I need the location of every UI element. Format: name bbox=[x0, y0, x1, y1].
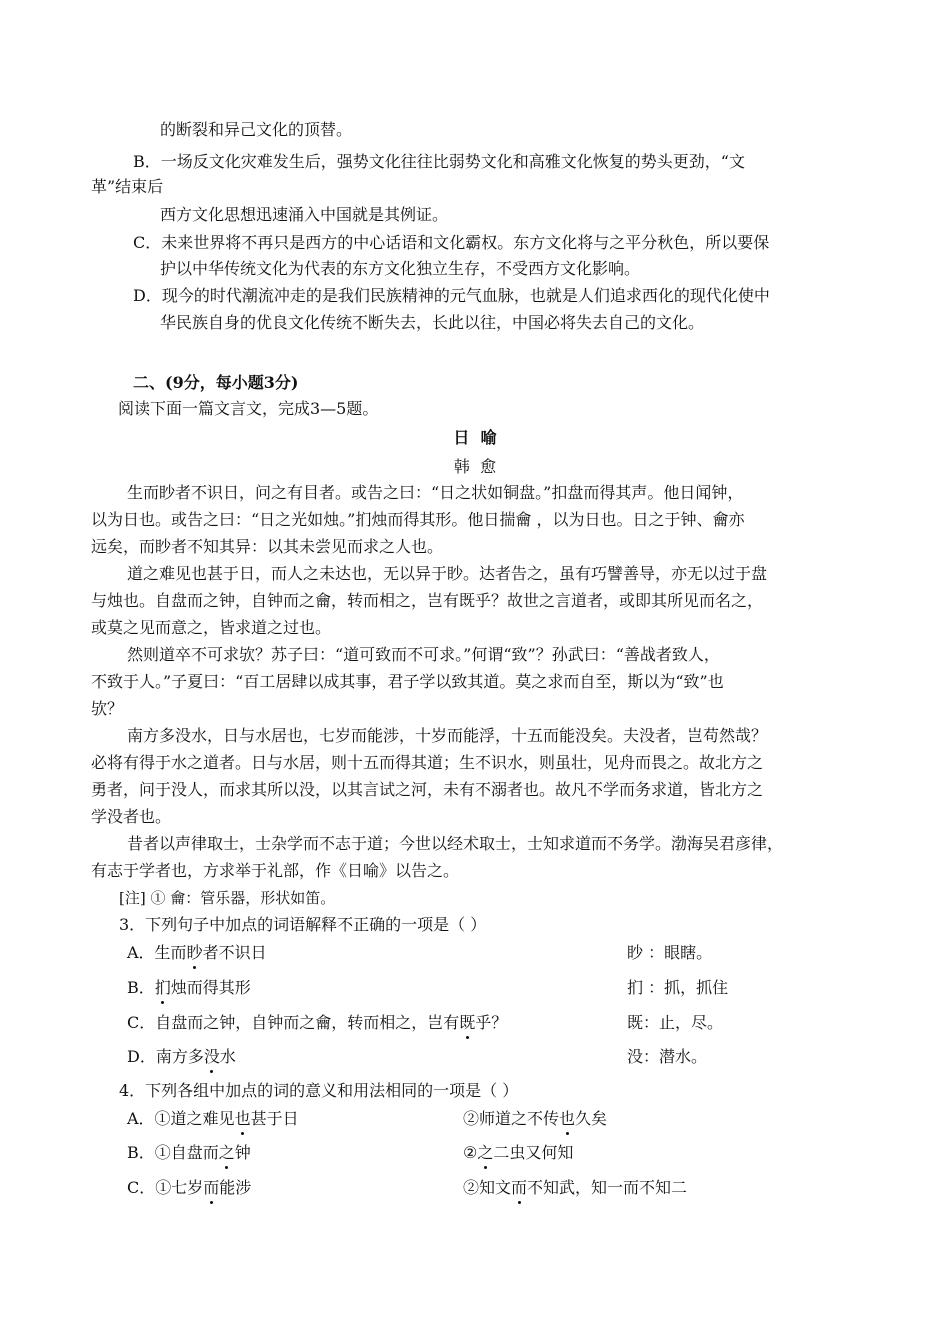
q3-b-text: B． bbox=[127, 978, 155, 997]
q4-option-a-left bbox=[127, 1107, 299, 1131]
q3-d-text: D．南方多 bbox=[127, 1047, 204, 1066]
q4-option-b-right bbox=[463, 1141, 573, 1165]
q4-c2-text: ②知文 bbox=[463, 1178, 512, 1197]
passage-p3-line1: 然则道卒不可求欤？苏子曰：“道可致而不可求。”何谓“致”？孙武曰：“善战者致人， bbox=[127, 645, 720, 664]
q4-b2-text: ② bbox=[463, 1143, 478, 1162]
option-c-line1: C．未来世界将不再只是西方的中心话语和文化霸权。东方文化将与之平分秋色，所以要保 bbox=[133, 233, 770, 252]
passage-p3-line2: 不致于人。”子夏曰：“百工居肆以成其事，君子学以致其道。莫之求而自至，斯以为“致”也 bbox=[91, 672, 724, 691]
q3-a-text: A．生而 bbox=[127, 943, 187, 962]
passage-p2-line1: 道之难见也甚于日，而人之未达也，无以异于眇。达者告之，虽有巧譬善导，亦无以过于盘 bbox=[127, 564, 768, 583]
option-a-tail: 的断裂和异己文化的顶替。 bbox=[160, 120, 353, 139]
q3-option-c-explanation: 既：止，尽。 bbox=[627, 1013, 724, 1032]
passage-p1-line2: 以为日也。或告之曰：“日之光如烛。”扪烛而得其形。他日揣龠 ，以为日也。日之于钟、龠亦 bbox=[91, 510, 745, 529]
q3-option-c bbox=[127, 1011, 507, 1035]
question-3-stem: 3．下列句子中加点的词语解释不正确的一项是（ ） bbox=[119, 915, 487, 934]
q4-a1-dotted-word: 也 bbox=[235, 1107, 251, 1131]
section-heading: 二、(9分，每小题3分) bbox=[133, 373, 299, 392]
q4-b2-text-end: 二虫又何知 bbox=[493, 1143, 574, 1162]
option-b-line1: B．一场反文化灾难发生后，强势文化往往比弱势文化和高雅文化恢复的势头更劲，“文 bbox=[133, 152, 745, 171]
q3-a-text-end: 者不识日 bbox=[202, 943, 267, 962]
section-intro: 阅读下面一篇文言文，完成3—5题。 bbox=[118, 399, 379, 418]
q4-b2-dotted-word: 之 bbox=[477, 1141, 493, 1165]
passage-p3-line3: 欤？ bbox=[91, 699, 124, 718]
q4-a1-text-end: 甚于日 bbox=[250, 1109, 299, 1128]
q3-option-d-explanation: 没：潜水。 bbox=[627, 1047, 708, 1066]
q3-c-dotted-word: 既 bbox=[459, 1011, 475, 1035]
passage-p2-line2: 与烛也。自盘而之钟，自钟而之龠，转而相之，岂有既乎？故世之言道者，或即其所见而名之， bbox=[91, 591, 764, 610]
question-4-stem: 4．下列各组中加点的词的意义和用法相同的一项是（ ） bbox=[119, 1081, 519, 1100]
q3-c-text-end: 乎？ bbox=[475, 1013, 508, 1032]
q3-option-d bbox=[127, 1045, 236, 1069]
q3-option-a bbox=[127, 941, 267, 965]
passage-p1-line3: 远矣，而眇者不知其异：以其未尝见而求之人也。 bbox=[91, 537, 444, 556]
option-b-line2: 革”结束后 bbox=[91, 177, 164, 196]
q3-option-a-explanation: 眇 ：眼瞎。 bbox=[627, 943, 713, 962]
q4-b1-text: B．①自盘而 bbox=[127, 1143, 219, 1162]
option-d-line1: D．现今的时代潮流冲走的是我们民族精神的元气血脉，也就是人们追求西化的现代化使中 bbox=[133, 286, 770, 305]
passage-p4-line3: 勇者，问于没人，而求其所以没，以其言试之河，未有不溺者也。故凡不学而务求道，皆北方之 bbox=[91, 780, 764, 799]
passage-p1-line1: 生而眇者不识日，问之有目者。或告之曰：“日之状如铜盘。”扣盘而得其声。他日闻钟， bbox=[127, 483, 744, 502]
q4-option-b-left bbox=[127, 1141, 251, 1165]
q4-a1-text: A．①道之难见 bbox=[127, 1109, 235, 1128]
passage-title: 日 喻 bbox=[453, 428, 497, 447]
q4-c1-text: C．①七岁 bbox=[127, 1178, 204, 1197]
q3-c-text: C．自盘而之钟，自钟而之龠，转而相之，岂有 bbox=[127, 1013, 460, 1032]
passage-p4-line1: 南方多没水，日与水居也，七岁而能涉，十岁而能浮，十五而能没矣。夫没者，岂苟然哉？ bbox=[127, 726, 768, 745]
option-d-line2: 华民族自身的优良文化传统不断失去，长此以往，中国必将失去自己的文化。 bbox=[160, 313, 705, 332]
passage-p4-line4: 学没者也。 bbox=[91, 807, 172, 826]
passage-p5-line1: 昔者以声律取士，士杂学而不志于道；今世以经术取士，士知求道而不务学。渤海吴君彦律， bbox=[127, 834, 784, 853]
q4-c1-dotted-word: 而 bbox=[203, 1176, 219, 1200]
q4-c2-text-end: 不知武，知一而不知二 bbox=[527, 1178, 688, 1197]
option-c-line2: 护以中华传统文化为代表的东方文化独立生存，不受西方文化影响。 bbox=[160, 259, 641, 278]
q4-a2-text: ②师道之不传 bbox=[463, 1109, 560, 1128]
q4-b1-text-end: 钟 bbox=[234, 1143, 251, 1162]
passage-p2-line3: 或莫之见而意之，皆求道之过也。 bbox=[91, 618, 332, 637]
q3-b-text-end: 烛而得其形 bbox=[170, 978, 251, 997]
q3-d-dotted-word: 没 bbox=[204, 1045, 220, 1069]
q4-option-a-right bbox=[463, 1107, 607, 1131]
passage-p5-line2: 有志于学者也，方求举于礼部，作《日喻》以告之。 bbox=[91, 861, 460, 880]
passage-author: 韩 愈 bbox=[453, 457, 497, 476]
q3-option-b bbox=[127, 976, 251, 1000]
passage-p4-line2: 必将有得于水之道者。日与水居，则十五而得其道；生不识水，则虽壮，见舟而畏之。故北方之 bbox=[91, 753, 764, 772]
q3-option-b-explanation: 扪 ：抓，抓住 bbox=[627, 978, 729, 997]
q4-option-c-right bbox=[463, 1176, 687, 1200]
q4-a2-dotted-word: 也 bbox=[559, 1107, 575, 1131]
passage-note: [注] ① 龠：管乐器，形状如笛。 bbox=[119, 889, 336, 907]
q3-b-dotted-word: 扪 bbox=[155, 976, 171, 1000]
q4-option-c-left bbox=[127, 1176, 251, 1200]
q4-c1-text-end: 能涉 bbox=[219, 1178, 252, 1197]
q4-b1-dotted-word: 之 bbox=[219, 1141, 235, 1165]
q3-d-text-end: 水 bbox=[219, 1047, 236, 1066]
q3-a-dotted-word: 眇 bbox=[187, 941, 203, 965]
option-b-line3: 西方文化思想迅速涌入中国就是其例证。 bbox=[160, 205, 449, 224]
q4-a2-text-end: 久矣 bbox=[575, 1109, 608, 1128]
q4-c2-dotted-word: 而 bbox=[511, 1176, 527, 1200]
